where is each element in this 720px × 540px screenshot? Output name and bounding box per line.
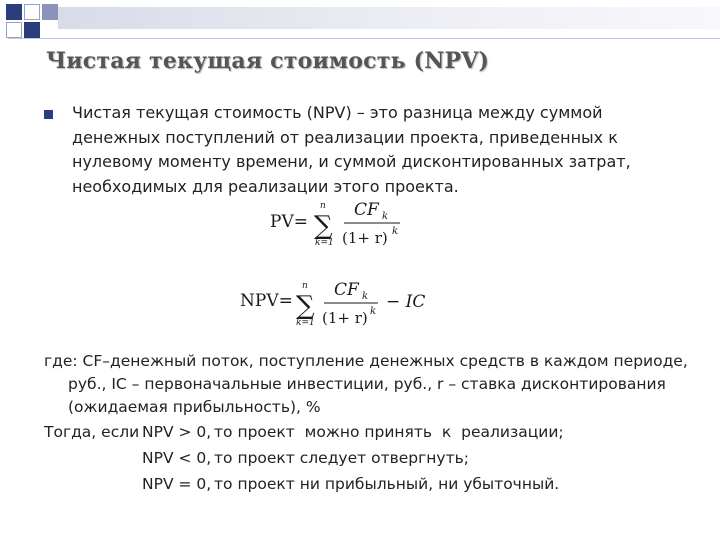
sigma-icon: ∑ [314,211,333,241]
condition-negative [44,447,684,470]
decor-bar [58,7,720,29]
condition-expr: NPV = 0, [142,475,212,493]
bullet-square-icon [44,110,53,119]
decor-square-icon [6,22,22,38]
decor-square-icon [42,4,58,20]
formula-lhs: NPV= [240,291,293,311]
decor-square-icon [24,22,40,38]
sum-upper-limit: n [302,281,308,291]
npv-formula [236,276,436,336]
sigma-icon: ∑ [296,291,315,321]
condition-prefix: Тогда, если [44,423,140,441]
condition-expr: NPV > 0, [142,423,212,441]
formula-tail: − IC [386,292,426,312]
condition-zero [44,473,684,496]
sum-lower-limit: k=1 [315,238,334,248]
header-divider [8,38,720,39]
denominator-exponent: k [392,226,399,237]
numerator: CF [354,200,379,220]
definition-bullet [44,101,684,199]
variable-description [44,350,694,419]
condition-expr: NPV < 0, [142,449,212,467]
description-line: руб., IC – первоначальные инвестиции, руб., r – ставка дисконтирования [68,375,666,393]
sum-lower-limit: k=1 [296,318,315,328]
slide-title: Чистая текущая стоимость (NPV) [46,48,490,74]
numerator: CF [334,280,359,300]
denominator-exponent: k [370,306,377,317]
denominator: (1+ r) [322,309,368,327]
decorative-header [0,0,720,40]
numerator-subscript: k [382,211,389,222]
decor-square-icon [6,4,22,20]
description-line: где: CF–денежный поток, поступление денежных средств в каждом периоде, [44,352,688,370]
denominator: (1+ r) [342,229,388,247]
sum-upper-limit: n [320,201,326,211]
condition-result: то проект можно принять к реализации; [214,423,564,441]
decor-square-icon [24,4,40,20]
condition-result: то проект следует отвергнуть; [214,449,469,467]
numerator-subscript: k [362,291,369,302]
condition-result: то проект ни прибыльный, ни убыточный. [214,475,560,493]
formula-lhs: PV= [270,212,308,232]
condition-positive [44,421,684,444]
definition-text: Чистая текущая стоимость (NPV) – это разница между суммой денежных поступлений от реализации проекта, приведенных к нулевому моменту времени, и суммой дисконтированных затрат, необходимых для реализации этого проекта. [72,103,631,196]
description-line: (ожидаемая прибыльность), % [68,398,321,416]
pv-formula [262,196,432,256]
